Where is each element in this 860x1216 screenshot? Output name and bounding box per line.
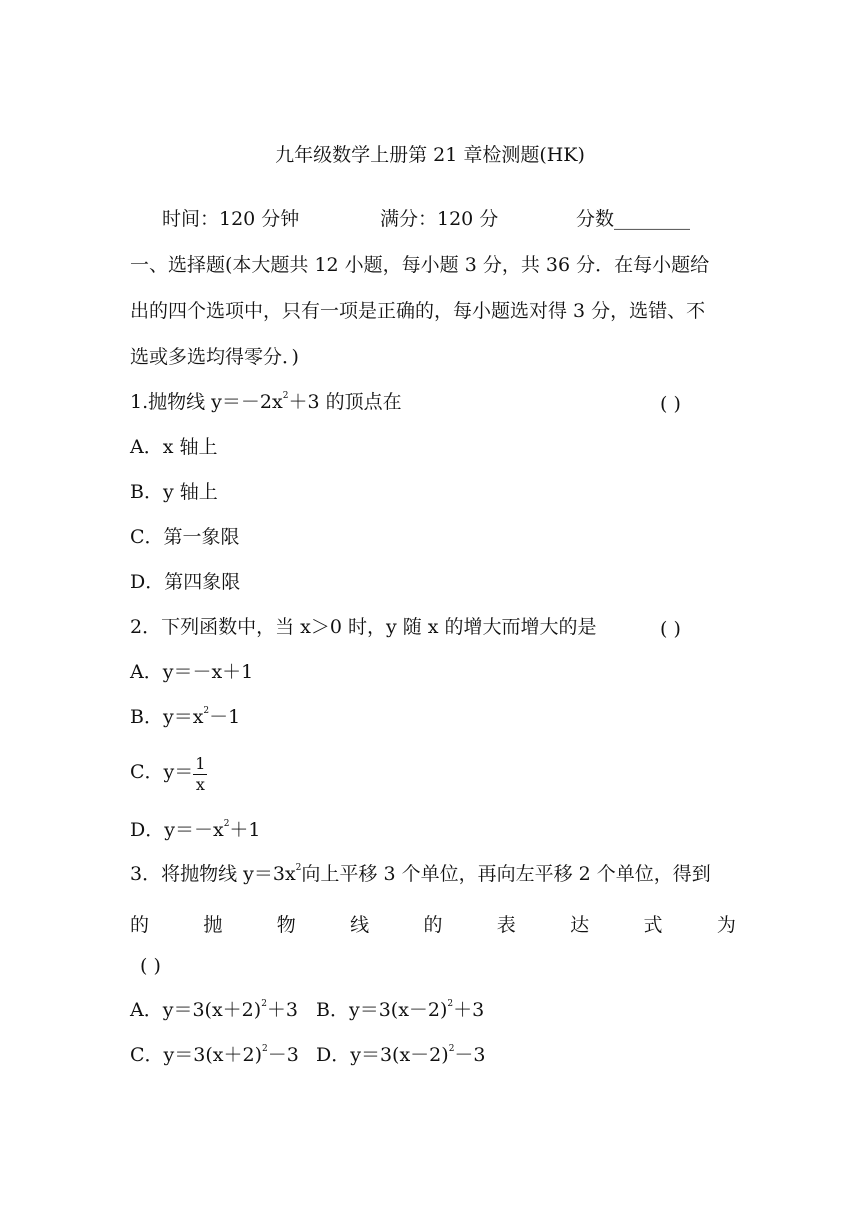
question-2-answer-blank: ( ) bbox=[660, 618, 681, 640]
section-heading-line-2: 出的四个选项中，只有一项是正确的，每小题选对得 3 分，选错、不 bbox=[130, 300, 706, 322]
question-2-option-b: B．$y=x^2-1$ bbox=[130, 706, 241, 728]
question-3-stem: 3．将抛物线 $y=3x^2$向上平移 3 个单位，再向左平移 2 个单位，得到 bbox=[130, 863, 711, 885]
question-3-option-c: C．$y=3(x+2)^2-3$ bbox=[130, 1044, 299, 1066]
question-3-option-d: D．$y=3(x-2)^2-3$ bbox=[316, 1044, 486, 1066]
question-3-options-row-2 bbox=[130, 1046, 486, 1065]
question-2-option-a: A．y＝－x＋1 bbox=[130, 661, 254, 683]
score-field: 分数________ bbox=[576, 208, 691, 230]
time-label: 时间：120 分钟 bbox=[162, 208, 300, 230]
question-1-option-b: B．y 轴上 bbox=[130, 481, 218, 503]
question-1-answer-blank: ( ) bbox=[660, 393, 681, 415]
section-heading-line-3: 选或多选均得零分．) bbox=[130, 346, 299, 368]
question-1-stem: 1.抛物线 $y=-2x^2+3$ 的顶点在 bbox=[130, 391, 402, 413]
section-heading-line-1: 一、选择题(本大题共 12 小题，每小题 3 分，共 36 分．在每小题给 bbox=[130, 254, 710, 276]
question-2-option-c: C．y＝ $\frac{1}{x}$ bbox=[130, 754, 206, 794]
question-1-option-c: C．第一象限 bbox=[130, 526, 240, 548]
question-3-option-a: A．$y=3(x+2)^2+3$ bbox=[130, 999, 299, 1021]
question-3-answer-blank: ( ) bbox=[140, 955, 161, 977]
full-score-label: 满分：120 分 bbox=[380, 208, 499, 230]
question-3-options-row-1 bbox=[130, 1001, 484, 1020]
exam-meta bbox=[162, 210, 690, 229]
question-3-stem-continued: 的 抛 物 线 的 表 达 式 为 bbox=[130, 914, 736, 936]
question-2-option-d: D．$y=-x^2+1$ bbox=[130, 819, 261, 841]
page-title: 九年级数学上册第 21 章检测题(HK) bbox=[275, 144, 585, 166]
question-3-option-b: B．$y=3(x-2)^2+3$ bbox=[316, 999, 485, 1021]
fraction: $\frac{1}{x}$ bbox=[195, 754, 206, 794]
question-2-stem: 2．下列函数中，当 x＞0 时，y 随 x 的增大而增大的是 bbox=[130, 616, 597, 638]
question-1-option-a: A．x 轴上 bbox=[130, 436, 218, 458]
question-1-option-d: D．第四象限 bbox=[130, 571, 241, 593]
